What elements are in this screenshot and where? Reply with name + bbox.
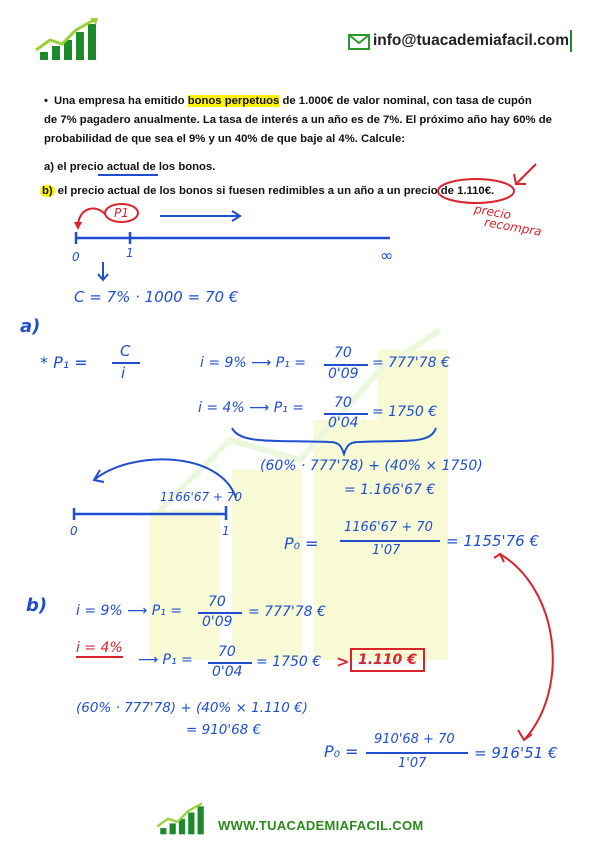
formula-bar <box>112 362 140 364</box>
a-i9-result: = 777'78 € <box>372 355 450 371</box>
brace-icon <box>230 424 440 456</box>
logo-icon <box>32 16 104 62</box>
formula-num: C <box>120 342 131 360</box>
underline-actual <box>98 174 158 176</box>
footer-logo-icon <box>154 800 210 836</box>
a-i9-label: i = 9% ⟶ P₁ = <box>200 355 306 371</box>
b-p0-label: P₀ = <box>324 742 359 761</box>
a-p0-result: = 1155'76 € <box>446 532 540 550</box>
b-i9-den: 0'09 <box>202 614 233 630</box>
highlight-bonos-perpetuos: bonos perpetuos <box>187 95 280 107</box>
a-i4-result: = 1750 € <box>372 404 438 420</box>
b-i4-result: = 1750 € <box>256 654 322 670</box>
tick-0-a: 0 <box>70 524 78 538</box>
problem-line-1: • Una empresa ha emitido bonos perpetuos de 1.000€ de valor nominal, con tasa de cupón <box>44 95 532 107</box>
b-p0-den: 1'07 <box>398 756 427 771</box>
a-i9-num: 70 <box>334 345 352 361</box>
b-p0-bar <box>366 752 468 754</box>
b-expectation-result: = 910'68 € <box>186 722 262 738</box>
highlight-b: b) <box>42 185 53 197</box>
a-p0-den: 1'07 <box>372 543 401 558</box>
footer-website[interactable]: WWW.TUACADEMIAFACIL.COM <box>218 818 424 833</box>
side-note-1: precio <box>473 201 513 223</box>
question-a: a) el precio actual de los bonos. <box>44 161 216 173</box>
a-p0-label: P₀ = <box>284 534 319 553</box>
timeline-a <box>60 440 243 520</box>
b-gt: > <box>336 652 350 671</box>
tick-1-a: 1 <box>222 524 230 538</box>
bullet: • <box>44 95 48 107</box>
b-p0-num: 910'68 + 70 <box>374 732 455 747</box>
a-expectation: (60% · 777'78) + (40% × 1750) <box>260 458 483 474</box>
section-b-label: b) <box>26 595 48 616</box>
formula-den: i <box>121 364 126 382</box>
b-i9-result: = 777'78 € <box>248 604 326 620</box>
b-i9-label: i = 9% ⟶ P₁ = <box>76 603 182 619</box>
a-i9-den: 0'09 <box>328 366 359 382</box>
problem-line-3: probabilidad de que sea el 9% y un 40% de que baje al 4%. Calcule: <box>44 133 405 145</box>
a-p0-bar <box>340 540 440 542</box>
b-i4-num: 70 <box>218 644 236 660</box>
a-i4-label: i = 4% ⟶ P₁ = <box>198 400 304 416</box>
tick-0-top: 0 <box>72 250 80 264</box>
red-arrow-icon <box>510 162 540 188</box>
a-i4-num: 70 <box>334 395 352 411</box>
a-p0-num: 1166'67 + 70 <box>344 520 433 535</box>
mail-icon <box>348 34 370 50</box>
section-a-label: a) <box>20 316 41 337</box>
question-b: b) el precio actual de los bonos si fuesen redimibles a un año a un precio de 1.110€. <box>42 185 495 197</box>
watermark-bar <box>232 470 302 660</box>
header-email[interactable]: info@tuacademiafacil.com <box>373 32 569 49</box>
red-curve-arrow <box>490 550 570 750</box>
a-i4-den: 0'04 <box>328 415 359 431</box>
b-expectation: (60% · 777'78) + (40% × 1.110 €) <box>76 700 308 716</box>
problem-line-2: de 7% pagadero anualmente. La tasa de interés a un año es de 7%. El próximo año hay 60% de <box>44 114 552 126</box>
tick-1-top: 1 <box>126 246 134 260</box>
formula-lhs: * P₁ = <box>40 353 88 372</box>
coupon-calc: C = 7% · 1000 = 70 € <box>74 288 239 306</box>
watermark-bar <box>150 510 220 660</box>
infinity-label: ∞ <box>380 246 394 265</box>
watermark-bar <box>378 350 448 660</box>
header-divider <box>570 30 572 52</box>
p1-circle: P1 <box>104 203 139 223</box>
a-arrow-label: 1166'67 + 70 <box>160 490 243 504</box>
b-p0-result: = 916'51 € <box>474 744 558 762</box>
b-i4-arrow: ⟶ P₁ = <box>138 652 193 668</box>
side-note-2: recompra <box>483 215 543 239</box>
b-redemption-box: 1.110 € <box>350 648 425 672</box>
b-i9-num: 70 <box>208 594 226 610</box>
a-expectation-result: = 1.166'67 € <box>344 482 436 498</box>
b-i4-label: i = 4% <box>76 640 123 656</box>
b-i4-den: 0'04 <box>212 664 243 680</box>
